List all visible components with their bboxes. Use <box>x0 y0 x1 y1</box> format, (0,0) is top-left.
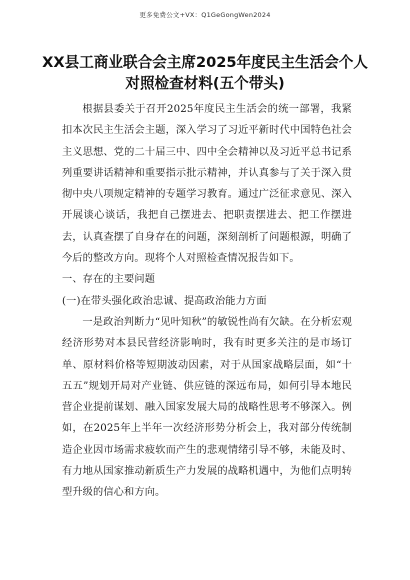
header-watermark: 更多免费公文+VX：Q1GeGongWen2024 <box>139 11 271 19</box>
document-body <box>62 99 352 504</box>
body-paragraph: 一是政治判断力“见叶知秋”的敏锐性尚有欠缺。在分析宏观经济形势对本县民营经济影响时，我有时更多关注的是市场订单、原材料价格等短期波动因素，对于从国家战略层面，如“十五五”规划开局对产业链、供应链的深远布局，如何引导本地民营企业提前谋划、融入国家发展大局的战略性思考不够深入。例如，在2025年上半年一次经济形势分析会上，我对部分传统制造企业因市场需求疲软而产生的悲观情绪引导不够，未能及时、有力地从国家推动新质生产力发展的战略机遇中，为他们点明转型升级的信心和方向。 <box>62 316 352 499</box>
subsection-heading: (一)在带头强化政治忠诚、提高政治能力方面 <box>62 295 267 307</box>
intro-paragraph: 根据县委关于召开2025年度民主生活会的统一部署，我紧扣本次民主生活会主题，深入学习了习近平新时代中国特色社会主义思想、党的二十届三中、四中全会精神以及习近平总书记系列重要讲话精神和重要指示批示精神，并认真参与了关于深入贯彻中央八项规定精神的专题学习教育。通过广泛征求意见、深入开展谈心谈话，我把自己摆进去、把职责摆进去、把工作摆进去，认真查摆了自身存在的问题，深刻剖析了问题根源，明确了今后的整改方向。现将个人对照检查情况报告如下。 <box>62 104 352 265</box>
document-title: XX县工商业联合会主席2025年度民主生活会个人对照检查材料(五个带头) <box>42 54 368 92</box>
section-heading: 一、存在的主要问题 <box>62 274 156 286</box>
